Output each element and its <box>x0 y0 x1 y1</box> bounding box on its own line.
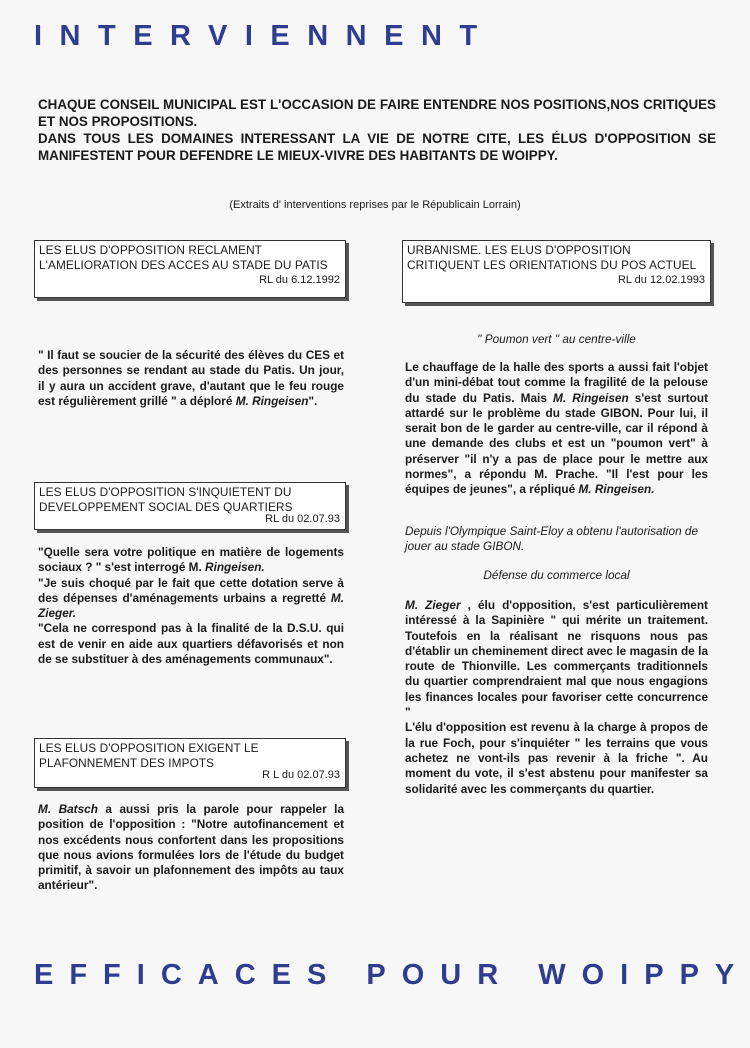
headline-date: RL du 12.02.1993 <box>617 274 705 287</box>
article-text: L'élu d'opposition est revenu à la charge à propos de la rue Foch, pour s'inquiéter " les terrains que vous achetez ne vont-ils pas revenir à la friche ". Au moment du vote, il s'est abstenu pour manifester sa solidarité avec les commerçants du quartier. <box>405 720 708 796</box>
article-text: , élu d'opposition, s'est particulièrement intéressé à la Sapinière " qui mérite un traitement. Toutefois en la réalisant ne risquons nous pas d'établir un cheminement direct avec le magasin de la route de Thionville. Les commerçants traditionnels du quartier comprendraient mal que nous engagions les finances locales pour favoriser cette concurrence " <box>405 598 708 720</box>
headline-box-developpement-social <box>34 482 346 530</box>
headline-title: URBANISME. LES ELUS D'OPPOSITION CRITIQUENT LES ORIENTATIONS DU POS ACTUEL <box>407 243 697 273</box>
headline-title: LES ELUS D'OPPOSITION S'INQUIETENT DU DEVELOPPEMENT SOCIAL DES QUARTIERS <box>39 485 293 515</box>
page-banner-title: INTERVIENNENT <box>34 20 495 52</box>
article-text: "Cela ne correspond pas à la finalité de la D.S.U. qui est de venir en aide aux quartiers défavorisés et non de se substituer à des aménagements communaux". <box>38 621 344 667</box>
headline-box-plafonnement-impots <box>34 738 346 788</box>
headline-box-stade-patis <box>34 240 346 298</box>
article-urbanisme-pos <box>405 360 708 498</box>
person-name: M. Ringeisen <box>235 393 309 408</box>
headline-box-urbanisme-pos <box>402 240 711 303</box>
headline-title: LES ELUS D'OPPOSITION EXIGENT LE PLAFONNEMENT DES IMPOTS <box>39 741 259 771</box>
article-stade-patis <box>38 348 344 409</box>
article-commerce-local <box>405 598 708 797</box>
source-note: (Extraits d' interventions reprises par le Républicain Lorrain) <box>229 199 521 211</box>
headline-date: R L du 02.07.93 <box>262 769 340 782</box>
person-name: M. Batsch <box>38 802 98 816</box>
headline-date: RL du 6.12.1992 <box>259 274 340 287</box>
note-olympique-saint-eloy: Depuis l'Olympique Saint-Eloy a obtenu l'autorisation de jouer au stade GIBON. <box>405 524 699 554</box>
article-text: "Je suis choqué par le fait que cette dotation serve à des dépenses d'aménagements urbains a regretté <box>38 575 344 605</box>
article-text: a aussi pris la parole pour rappeler la position de l'opposition : "Notre autofinancement et nos excédents nous confortent dans les propositions que nous avions formulées lors de l'étude du budget primitif, à savoir un plafonnement des impôts au taux antérieur". <box>38 802 345 893</box>
article-text: ". <box>308 393 318 408</box>
article-text: s'est surtout attardé sur le problème du stade GIBON. Pour lui, il serait bon de le garder au centre-ville, car il répond à une demande des clubs et est un "poumon vert" à préserver "il n'y a pas de place pour le mettre aux normes", a répondu M. Prache. "Il l'est pour les équipes de jeunes", a répliqué <box>405 390 708 497</box>
intro-paragraph-2: DANS TOUS LES DOMAINES INTERESSANT LA VIE DE NOTRE CITE, LES ÉLUS D'OPPOSITION SE MANIFESTENT POUR DEFENDRE LE MIEUX-VIVRE DES HABITANTS DE WOIPPY. <box>38 131 716 163</box>
article-text: Le chauffage de la halle des sports a aussi fait l'objet d'un mini-débat tout comme la fragilité de la pelouse du stade du Patis. Mais <box>405 360 708 405</box>
headline-title: LES ELUS D'OPPOSITION RECLAMENT L'AMELIORATION DES ACCES AU STADE DU PATIS <box>39 243 328 273</box>
intro-paragraph-1: CHAQUE CONSEIL MUNICIPAL EST L'OCCASION DE FAIRE ENTENDRE NOS POSITIONS,NOS CRITIQUES ET NOS PROPOSITIONS. <box>38 97 716 129</box>
page-banner-footer: EFFICACES POUR WOIPPY <box>34 959 750 991</box>
person-name: M. Zieger. <box>38 590 344 621</box>
person-name: Ringeisen. <box>205 560 265 575</box>
subheading-poumon-vert: " Poumon vert " au centre-ville <box>477 332 636 346</box>
article-text: " Il faut se soucier de la sécurité des élèves du CES et des personnes se rendant au stade du Patis. Un jour, il y aura un accident grave, d'autant que le feu rouge est régulièrement grillé " a déploré <box>38 348 344 408</box>
article-plafonnement-impots <box>38 802 344 894</box>
headline-date: RL du 02.07.93 <box>265 513 340 526</box>
subheading-commerce-local: Défense du commerce local <box>483 568 630 582</box>
person-name: M. Ringeisen. <box>578 482 655 497</box>
person-name: M. Zieger <box>405 598 461 612</box>
article-text: "Quelle sera votre politique en matière de logements sociaux ? " s'est interrogé M. <box>38 545 344 575</box>
article-developpement-social <box>38 545 344 667</box>
person-name: M. Ringeisen <box>553 390 629 405</box>
